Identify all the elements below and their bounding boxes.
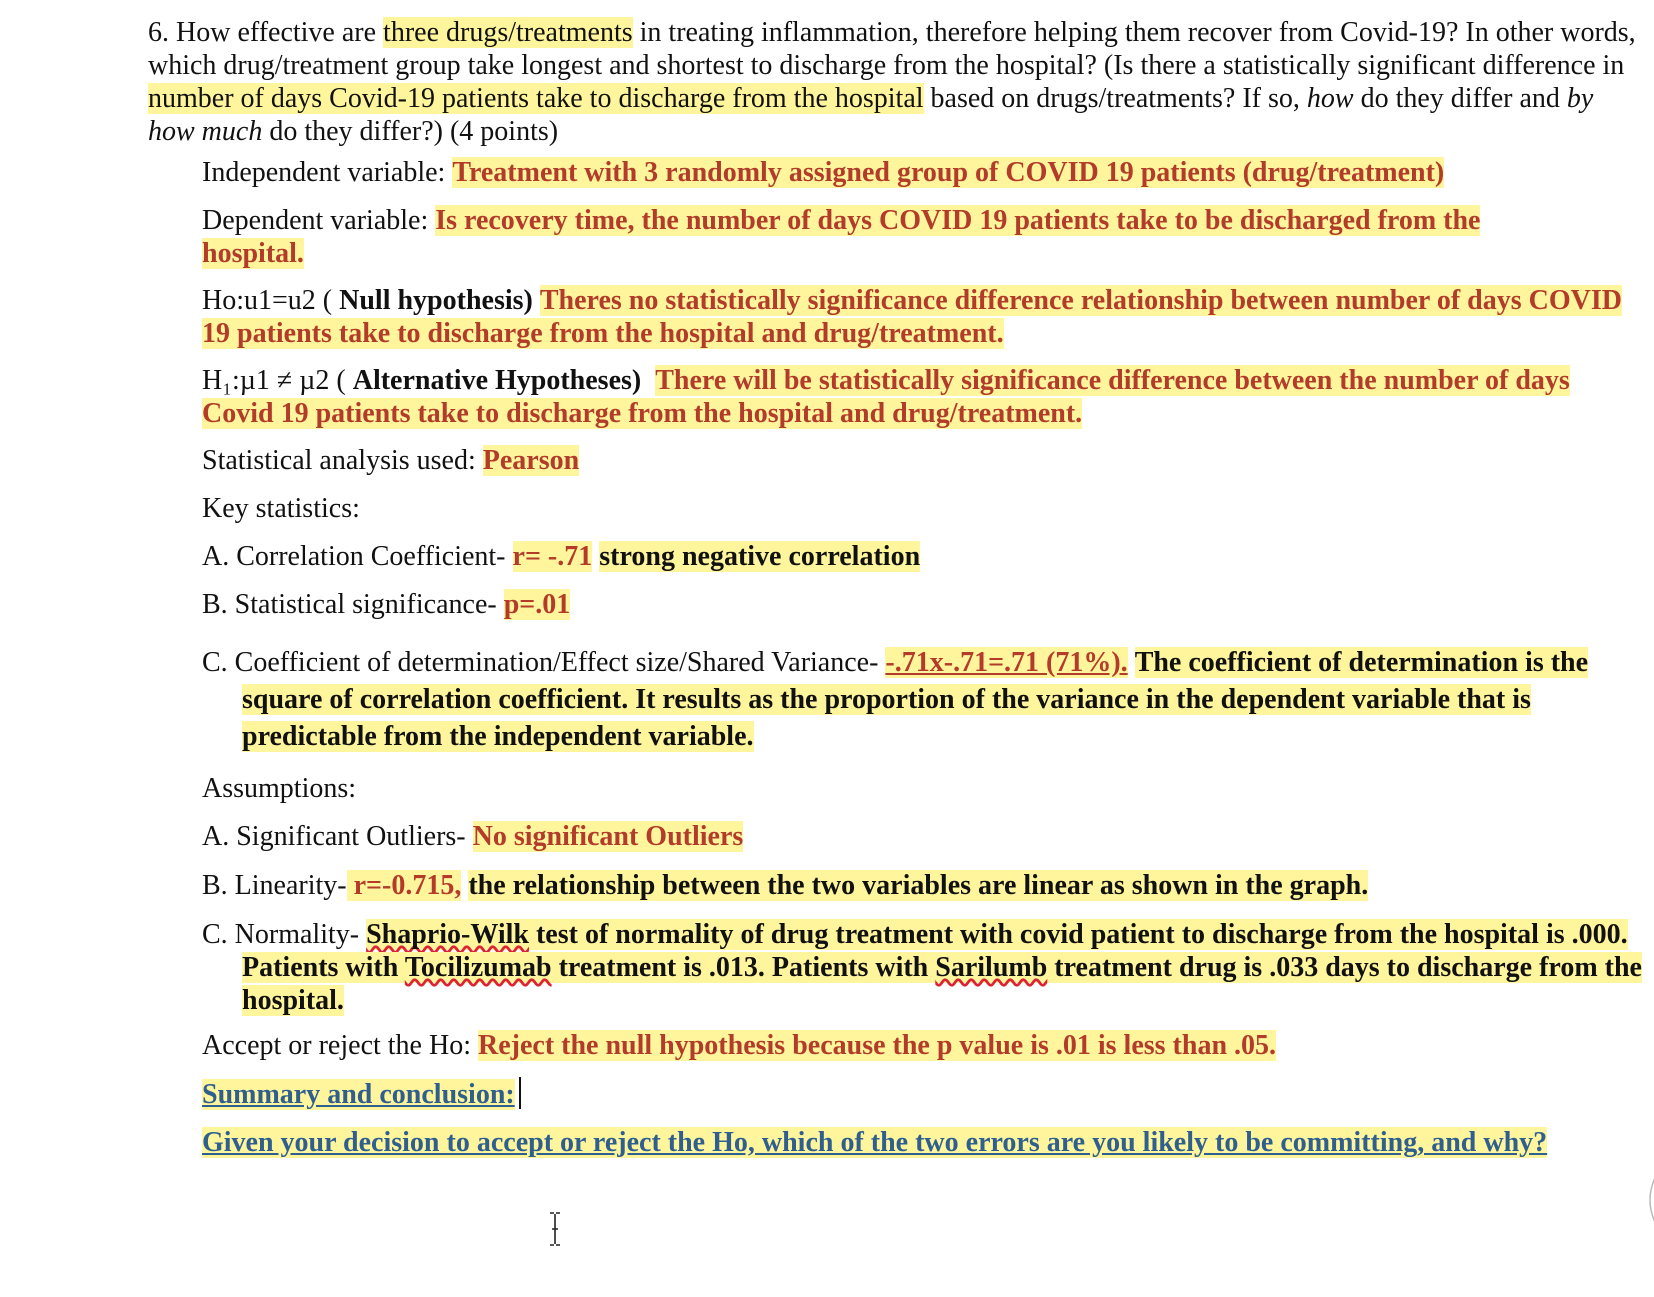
- outliers-value[interactable]: No significant Outliers: [472, 821, 744, 852]
- highlight-three-drugs: three drugs/treatments: [383, 17, 633, 48]
- normality-line: [202, 918, 1654, 1017]
- h0-answer[interactable]: Theres no statistically significance difference relationship between number of days COVID 19 patients take to discharge from the hospital and drug/treatment.: [202, 285, 1622, 349]
- normality-text[interactable]: treatment is .013. Patients with: [551, 952, 936, 983]
- iv-label: Independent variable:: [202, 157, 453, 188]
- question-part: do they differ?) (4 points): [262, 116, 559, 147]
- assumptions-heading: [202, 772, 356, 805]
- errors-question[interactable]: Given your decision to accept or reject the Ho, which of the two errors are you likely to be committing, and why?: [202, 1127, 1548, 1158]
- key-statistics-heading-text: Key statistics:: [202, 493, 360, 524]
- independent-variable-line: [202, 156, 1444, 189]
- text-cursor: [519, 1077, 521, 1109]
- normality-text[interactable]: treatment drug is .033 days to discharge from the hospital.: [242, 952, 1642, 1016]
- h1-bold-label: Alternative Hypotheses): [352, 365, 642, 396]
- question-text: [148, 16, 1638, 148]
- question-italic-how: how: [1306, 83, 1354, 114]
- statistical-significance-line: [202, 588, 570, 621]
- key-statistics-heading: [202, 492, 360, 525]
- linearity-label: B. Linearity-: [202, 870, 347, 901]
- assumptions-heading-text: Assumptions:: [202, 773, 357, 804]
- summary-heading[interactable]: Summary and conclusion:: [202, 1079, 515, 1110]
- page-edge-curl-icon: [1640, 1170, 1654, 1230]
- summary-line: [202, 1077, 521, 1111]
- statistical-analysis-line: [202, 444, 579, 477]
- correlation-label: A. Correlation Coefficient-: [202, 541, 513, 572]
- decision-line: [202, 1029, 1276, 1062]
- determination-value[interactable]: -.71x-.71=.71 (71%).: [885, 647, 1128, 678]
- highlight-days-discharge: number of days Covid-19 patients take to discharge from the hospital: [148, 83, 924, 114]
- alternative-hypothesis-line: [202, 364, 1622, 430]
- normality-label: C. Normality-: [202, 919, 367, 950]
- linearity-line: [202, 869, 1368, 902]
- null-hypothesis-line: [202, 284, 1622, 350]
- linearity-value[interactable]: r=-0.715,: [346, 870, 462, 901]
- spellcheck-shapiro-wilk[interactable]: Shaprio-Wilk: [366, 919, 529, 950]
- outliers-label: A. Significant Outliers-: [202, 821, 473, 852]
- spellcheck-sarilumb[interactable]: Sarilumb: [935, 952, 1048, 983]
- correlation-value[interactable]: r= -.71: [512, 541, 593, 572]
- h1-label: H₁:µ1 ≠ µ2 (: [202, 365, 353, 396]
- question-part: in treating inflammation, therefore helping them recover from Covid-19? In other words, which drug/treatment group take longest and shortest to discharge from the hospital? (Is there a statistically significant difference in: [148, 17, 1636, 81]
- dependent-variable-line: [202, 204, 1582, 270]
- determination-label: C. Coefficient of determination/Effect size/Shared Variance-: [202, 647, 886, 678]
- analysis-label: Statistical analysis used:: [202, 445, 483, 476]
- correlation-note[interactable]: strong negative correlation: [599, 541, 921, 572]
- linearity-note[interactable]: the relationship between the two variables are linear as shown in the graph.: [468, 870, 1369, 901]
- errors-question-line: [202, 1126, 1547, 1159]
- question-italic-by-how-much: by how much: [148, 83, 1594, 147]
- question-part: 6. How effective are: [148, 17, 384, 48]
- question-part: do they differ and: [1353, 83, 1567, 114]
- dv-label: Dependent variable:: [202, 205, 436, 236]
- significance-value[interactable]: p=.01: [503, 589, 571, 620]
- coefficient-determination-line: [202, 644, 1654, 755]
- h0-label: Ho:u1=u2 (: [202, 285, 340, 316]
- decision-answer[interactable]: Reject the null hypothesis because the p value is .01 is less than .05.: [477, 1030, 1277, 1061]
- decision-label: Accept or reject the Ho:: [202, 1030, 478, 1061]
- normality-text[interactable]: test of normality of drug treatment with covid patient to discharge from the hospital is .000. Patients with: [242, 919, 1628, 983]
- dv-answer[interactable]: Is recovery time, the number of days COVID 19 patients take to be discharged from the hospital.: [202, 205, 1481, 269]
- question-part: based on drugs/treatments? If so,: [923, 83, 1307, 114]
- significance-label: B. Statistical significance-: [202, 589, 504, 620]
- iv-answer[interactable]: Treatment with 3 randomly assigned group of COVID 19 patients (drug/treatment): [452, 157, 1445, 188]
- correlation-coefficient-line: [202, 540, 920, 573]
- determination-note[interactable]: The coefficient of determination is the square of correlation coefficient. It results as the proportion of the variance in the dependent variable that is predictable from the independent variable.: [242, 647, 1589, 752]
- h1-answer[interactable]: There will be statistically significance difference between the number of days Covid 19 patients take to discharge from the hospital and drug/treatment.: [202, 365, 1570, 429]
- ibeam-cursor-icon: [548, 1212, 562, 1246]
- analysis-answer[interactable]: Pearson: [482, 445, 580, 476]
- outliers-line: [202, 820, 743, 853]
- h0-bold-label: Null hypothesis): [339, 285, 533, 316]
- spellcheck-tocilizumab[interactable]: Tocilizumab: [404, 952, 552, 983]
